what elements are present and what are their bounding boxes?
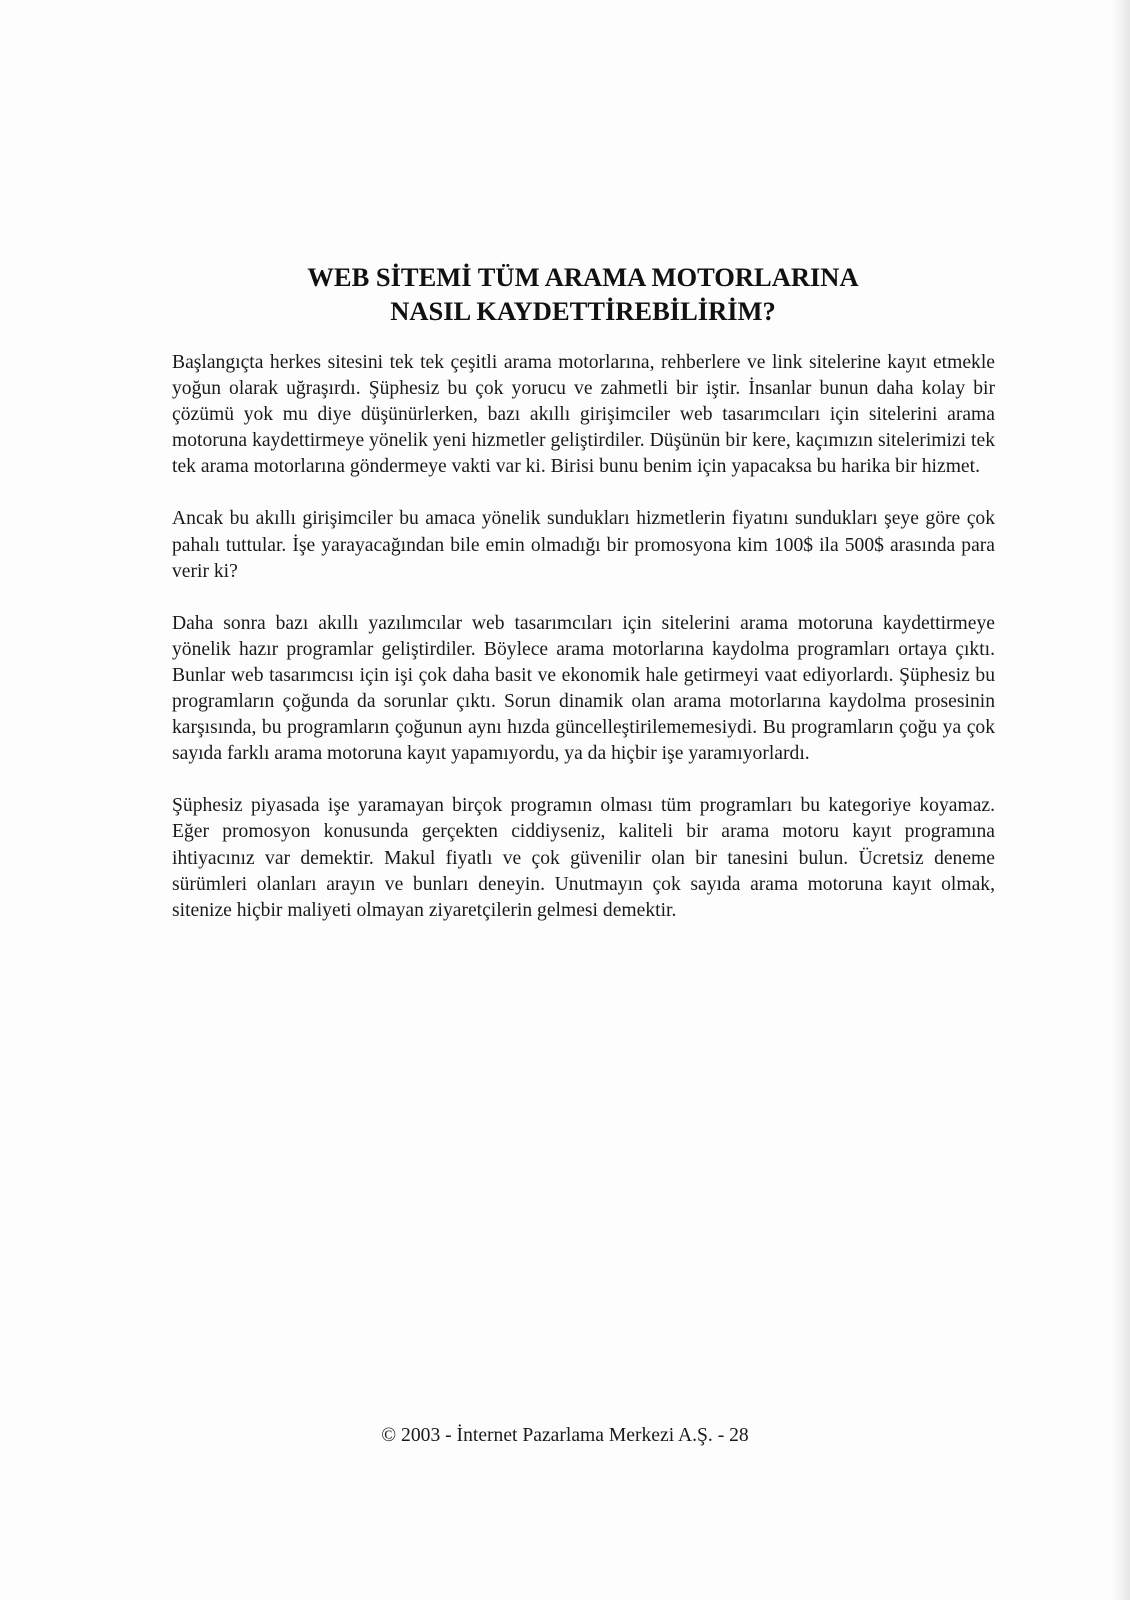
title-line-2: NASIL KAYDETTİREBİLİRİM? — [390, 296, 776, 326]
article-body — [172, 350, 995, 950]
title-line-1: WEB SİTEMİ TÜM ARAMA MOTORLARINA — [307, 262, 859, 292]
page-footer: © 2003 - İnternet Pazarlama Merkezi A.Ş. - 28 — [381, 1425, 749, 1446]
paragraph-3: Daha sonra bazı akıllı yazılımcılar web tasarımcıları için sitelerini arama motoruna kaydettirmeye yönelik hazır programlar geliştirdiler. Böylece arama motorlarına kaydolma programları ortaya çıktı. Bunlar web tasarımcısı için işi çok daha basit ve ekonomik hale getirmeyi vaat ediyorlardı. Şüphesiz bu programların çoğunda da sorunlar çıktı. Sorun dinamik olan arama motorlarına kaydolma prosesinin karşısında, bu programların çoğunun aynı hızda güncelleştirilememesiydi. Bu programların çoğu ya çok sayıda farklı arama motoruna kayıt yapamıyordu, ya da hiçbir işe yaramıyorlardı. — [172, 612, 995, 765]
page-edge-shadow — [1112, 0, 1130, 1600]
page-title — [170, 260, 996, 328]
paragraph-4: Şüphesiz piyasada işe yaramayan birçok programın olması tüm programları bu kategoriye koyamaz. Eğer promosyon konusunda gerçekten ciddiyseniz, kaliteli bir arama motoru kayıt programına ihtiyacınız var demektir. Makul fiyatlı ve çok güvenilir olan bir tanesini bulun. Ücretsiz deneme sürümleri olanları arayın ve bunları deneyin. Unutmayın çok sayıda arama motoruna kayıt olmak, sitenize hiçbir maliyeti olmayan ziyaretçilerin gelmesi demektir. — [172, 795, 995, 921]
paragraph-1: Başlangıçta herkes sitesini tek tek çeşitli arama motorlarına, rehberlere ve link sitelerine kayıt etmekle yoğun olarak uğraşırdı. Şüphesiz bu çok yorucu ve zahmetli bir iştir. İnsanlar bunun daha kolay bir çözümü yok mu diye düşünürlerken, bazı akıllı girişimciler web tasarımcıları için sitelerini arama motoruna kaydettirmeye yönelik yeni hizmetler geliştirdiler. Düşünün bir kere, kaçımızın sitelerimizi tek tek arama motorlarına göndermeye vakti var ki. Birisi bunu benim için yapacaksa bu harika bir hizmet. — [172, 352, 995, 478]
paragraph-2: Ancak bu akıllı girişimciler bu amaca yönelik sundukları hizmetlerin fiyatını sundukları şeye göre çok pahalı tuttular. İşe yarayacağından bile emin olmadığı bir promosyona kim 100$ ila 500$ arasında para verir ki? — [172, 508, 995, 582]
